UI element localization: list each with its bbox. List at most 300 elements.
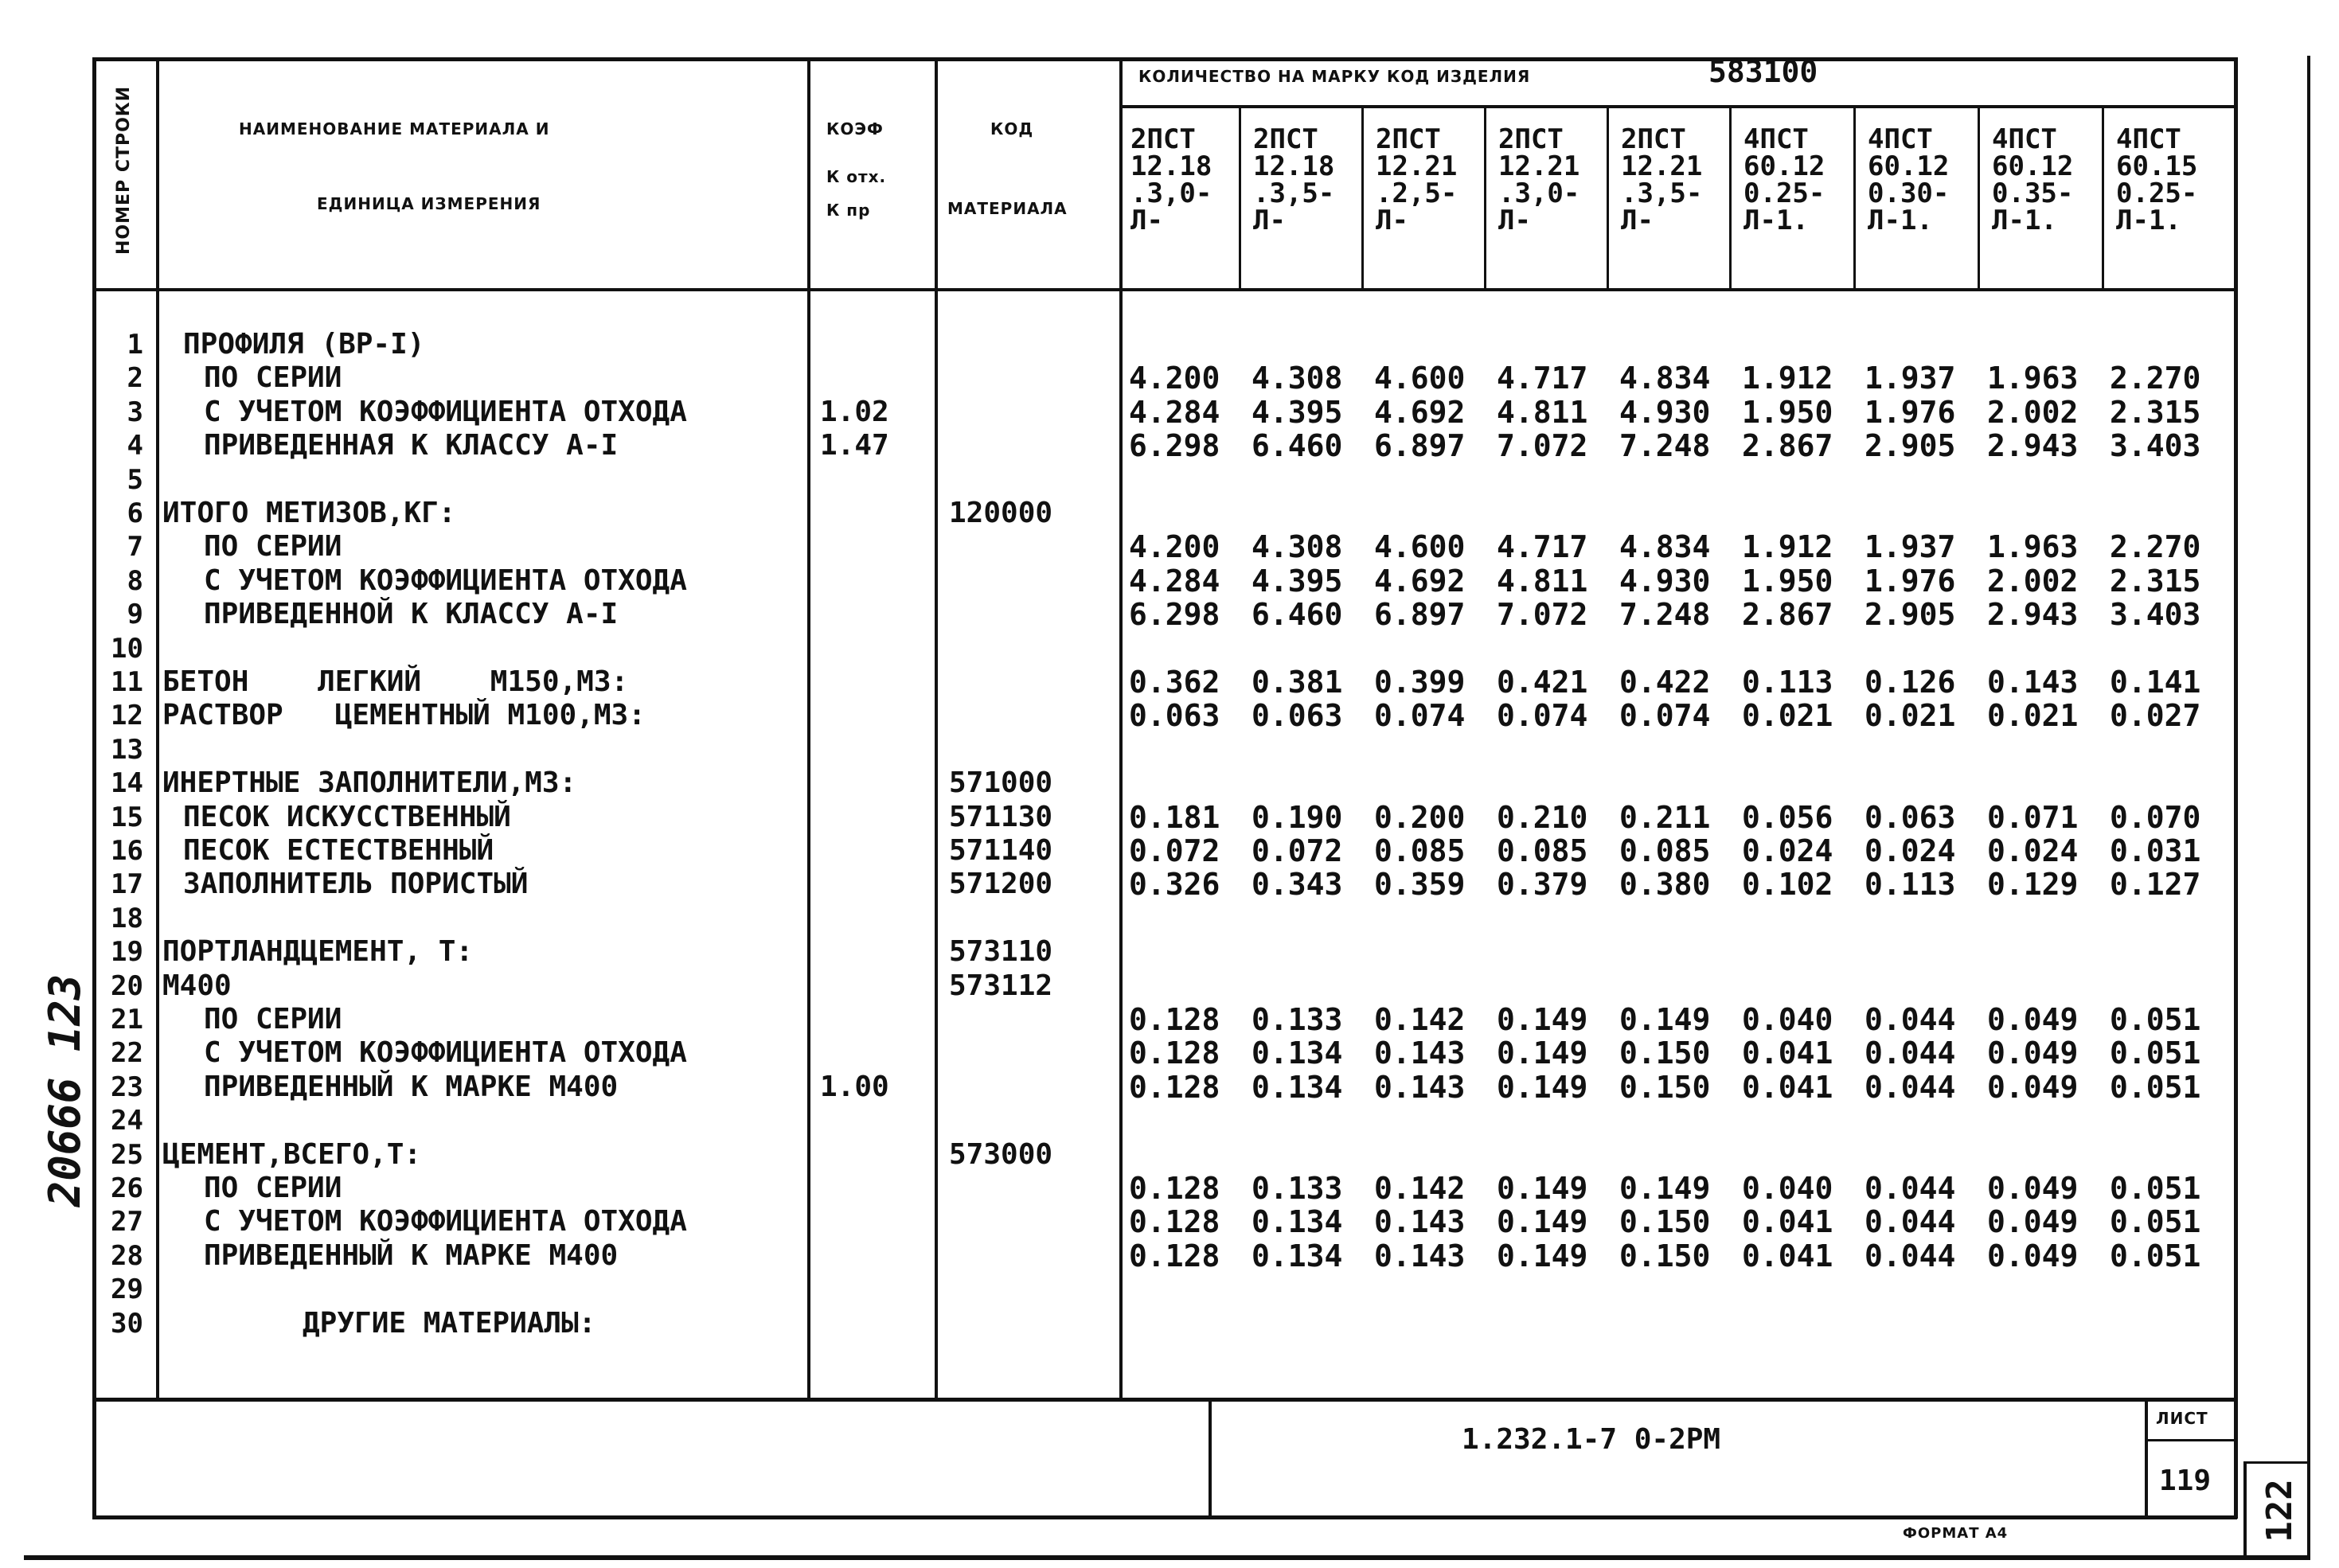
row-material-code: 571140 bbox=[949, 834, 1053, 867]
mark-header-9 bbox=[2116, 123, 2198, 236]
row-values bbox=[1129, 530, 2232, 564]
value-cell: 1.912 bbox=[1742, 529, 1833, 565]
value-cell: 0.190 bbox=[1252, 799, 1343, 835]
value-cell: 1.937 bbox=[1865, 529, 1956, 565]
row-number: 12 bbox=[111, 700, 143, 732]
row-description: ПО СЕРИИ bbox=[204, 361, 342, 395]
mark-header-3 bbox=[1376, 123, 1458, 236]
name-header-line2: ЕДИНИЦА ИЗМЕРЕНИЯ bbox=[317, 194, 541, 213]
value-cell: 0.044 bbox=[1865, 1204, 1956, 1240]
value-cell: 0.149 bbox=[1497, 1171, 1588, 1206]
mark-sep-7 bbox=[1978, 105, 1980, 290]
value-cell: 0.063 bbox=[1252, 698, 1343, 734]
value-cell: 0.044 bbox=[1865, 1171, 1956, 1206]
page-number: 122 bbox=[2259, 1479, 2300, 1543]
value-cell: 2.905 bbox=[1865, 428, 1956, 464]
value-cell: 0.072 bbox=[1129, 833, 1220, 868]
sheet-box-mid bbox=[2145, 1439, 2236, 1441]
mark-header-line: Л- bbox=[1498, 205, 1531, 236]
value-cell: 0.134 bbox=[1252, 1238, 1343, 1274]
value-cell: 0.024 bbox=[1865, 833, 1956, 868]
col-line-4 bbox=[1119, 57, 1123, 1399]
row-number: 23 bbox=[111, 1071, 143, 1103]
mark-sep-6 bbox=[1853, 105, 1856, 290]
row-number: 24 bbox=[111, 1105, 143, 1137]
coef-header-line2: К отх. bbox=[826, 167, 887, 186]
row-description: РАСТВОР ЦЕМЕНТНЫЙ М100,М3: bbox=[162, 699, 646, 732]
mark-header-line: 12.18 bbox=[1130, 150, 1212, 182]
row-description: ПЕСОК ЕСТЕСТВЕННЫЙ bbox=[183, 834, 494, 867]
mark-header-line: .3,0- bbox=[1498, 177, 1580, 209]
value-cell: 0.128 bbox=[1129, 1002, 1220, 1037]
col-line-2 bbox=[807, 57, 810, 1399]
value-cell: 0.113 bbox=[1742, 665, 1833, 700]
value-cell: 0.027 bbox=[2110, 698, 2201, 734]
row-number: 18 bbox=[111, 902, 143, 934]
row-number: 4 bbox=[127, 430, 143, 462]
mark-header-line: 60.12 bbox=[1744, 150, 1826, 182]
value-cell: 4.284 bbox=[1129, 394, 1220, 430]
value-cell: 0.128 bbox=[1129, 1238, 1220, 1274]
row-description: ПО СЕРИИ bbox=[204, 1172, 342, 1204]
mark-header-line: Л- bbox=[1621, 205, 1654, 236]
value-cell: 4.308 bbox=[1252, 529, 1343, 565]
mark-header-line: 2ПСТ bbox=[1253, 123, 1318, 155]
value-cell: 0.074 bbox=[1497, 698, 1588, 734]
value-cell: 0.051 bbox=[2110, 1002, 2201, 1037]
document-code: 1.232.1-7 0-2РМ bbox=[1462, 1423, 1721, 1456]
value-cell: 0.049 bbox=[1987, 1238, 2079, 1274]
mark-header-7 bbox=[1868, 123, 1950, 236]
value-cell: 2.270 bbox=[2110, 529, 2201, 565]
row-material-code: 120000 bbox=[949, 497, 1053, 529]
mark-header-line: 12.21 bbox=[1498, 150, 1580, 182]
value-cell: 0.041 bbox=[1742, 1036, 1833, 1071]
row-number: 3 bbox=[127, 396, 143, 428]
value-cell: 0.041 bbox=[1742, 1238, 1833, 1274]
row-number: 8 bbox=[127, 564, 143, 597]
row-description: ИНЕРТНЫЕ ЗАПОЛНИТЕЛИ,М3: bbox=[162, 766, 577, 800]
mark-header-line: 2ПСТ bbox=[1621, 123, 1686, 155]
value-cell: 4.600 bbox=[1374, 529, 1466, 565]
row-values bbox=[1129, 1003, 2232, 1036]
row-number: 26 bbox=[111, 1172, 143, 1204]
value-cell: 0.134 bbox=[1252, 1069, 1343, 1105]
row-number: 13 bbox=[111, 733, 143, 766]
value-cell: 0.399 bbox=[1374, 665, 1466, 700]
value-cell: 1.976 bbox=[1865, 563, 1956, 599]
value-cell: 0.149 bbox=[1497, 1069, 1588, 1105]
stamp-divider bbox=[1209, 1399, 1212, 1517]
product-code: 583100 bbox=[1708, 54, 1818, 89]
row-description: С УЧЕТОМ КОЭФФИЦИЕНТА ОТХОДА bbox=[204, 1036, 687, 1070]
row-description: БЕТОН ЛЕГКИЙ М150,М3: bbox=[162, 665, 629, 698]
value-cell: 0.021 bbox=[1865, 698, 1956, 734]
value-cell: 0.072 bbox=[1252, 833, 1343, 868]
value-cell: 0.143 bbox=[1374, 1069, 1466, 1105]
table-bottom-line bbox=[94, 1398, 2236, 1402]
value-cell: 0.143 bbox=[1987, 665, 2079, 700]
value-cell: 0.051 bbox=[2110, 1204, 2201, 1240]
value-cell: 1.950 bbox=[1742, 394, 1833, 430]
mark-header-4 bbox=[1498, 123, 1580, 236]
value-cell: 4.692 bbox=[1374, 563, 1466, 599]
row-description: С УЧЕТОМ КОЭФФИЦИЕНТА ОТХОДА bbox=[204, 395, 687, 428]
row-description: ИТОГО МЕТИЗОВ,КГ: bbox=[162, 497, 456, 529]
frame-top bbox=[94, 57, 2236, 61]
mark-header-line: 12.21 bbox=[1621, 150, 1703, 182]
row-description: ПЕСОК ИСКУССТВЕННЫЙ bbox=[183, 800, 511, 833]
value-cell: 7.248 bbox=[1619, 597, 1711, 633]
value-cell: 0.128 bbox=[1129, 1036, 1220, 1071]
value-cell: 0.359 bbox=[1374, 867, 1466, 903]
mark-sep-1 bbox=[1239, 105, 1241, 290]
value-cell: 0.051 bbox=[2110, 1036, 2201, 1071]
value-cell: 0.141 bbox=[2110, 665, 2201, 700]
value-cell: 4.811 bbox=[1497, 563, 1588, 599]
frame-right bbox=[2234, 57, 2238, 1519]
row-number: 16 bbox=[111, 835, 143, 867]
row-description: ПРИВЕДЕННАЯ К КЛАССУ А-I bbox=[204, 429, 619, 462]
row-material-code: 571200 bbox=[949, 868, 1053, 901]
value-cell: 0.024 bbox=[1742, 833, 1833, 868]
value-cell: 0.049 bbox=[1987, 1069, 2079, 1105]
mark-header-line: .2,5- bbox=[1376, 177, 1458, 209]
row-values bbox=[1129, 801, 2232, 834]
value-cell: 4.600 bbox=[1374, 361, 1466, 396]
row-material-code: 573110 bbox=[949, 935, 1053, 969]
row-description: ПОРТЛАНДЦЕМЕНТ, Т: bbox=[162, 935, 474, 969]
value-cell: 0.379 bbox=[1497, 867, 1588, 903]
mark-header-line: 60.12 bbox=[1868, 150, 1950, 182]
row-description: ПРИВЕДЕННОЙ К КЛАССУ А-I bbox=[204, 598, 619, 631]
row-number-header: НОМЕР СТРОКИ bbox=[114, 85, 134, 255]
coef-header-line3: К пр bbox=[826, 201, 871, 220]
marks-top-line bbox=[1119, 105, 2236, 108]
value-cell: 0.074 bbox=[1619, 698, 1711, 734]
coef-header-line1: КОЭФ bbox=[826, 119, 884, 138]
value-cell: 0.049 bbox=[1987, 1036, 2079, 1071]
value-cell: 0.181 bbox=[1129, 799, 1220, 835]
value-cell: 0.074 bbox=[1374, 698, 1466, 734]
row-description: ПРИВЕДЕННЫЙ К МАРКЕ М400 bbox=[204, 1238, 619, 1272]
value-cell: 0.051 bbox=[2110, 1238, 2201, 1274]
row-material-code: 573112 bbox=[949, 969, 1053, 1002]
value-cell: 4.717 bbox=[1497, 529, 1588, 565]
mark-header-line: .3,0- bbox=[1130, 177, 1212, 209]
value-cell: 0.149 bbox=[1619, 1171, 1711, 1206]
mark-sep-3 bbox=[1484, 105, 1486, 290]
row-number: 15 bbox=[111, 801, 143, 833]
value-cell: 0.142 bbox=[1374, 1002, 1466, 1037]
mark-header-line: 2ПСТ bbox=[1498, 123, 1564, 155]
row-values bbox=[1129, 699, 2232, 732]
mark-header-line: 60.15 bbox=[2116, 150, 2198, 182]
mark-header-line: 2ПСТ bbox=[1376, 123, 1441, 155]
value-cell: 0.044 bbox=[1865, 1069, 1956, 1105]
value-cell: 0.021 bbox=[1987, 698, 2079, 734]
mark-header-1 bbox=[1130, 123, 1212, 236]
row-description: ЦЕМЕНТ,ВСЕГО,Т: bbox=[162, 1137, 422, 1171]
value-cell: 6.298 bbox=[1129, 428, 1220, 464]
row-values bbox=[1129, 429, 2232, 462]
value-cell: 2.002 bbox=[1987, 563, 2079, 599]
value-cell: 4.834 bbox=[1619, 361, 1711, 396]
value-cell: 0.149 bbox=[1497, 1002, 1588, 1037]
value-cell: 0.085 bbox=[1374, 833, 1466, 868]
side-inventory-number: 20666 123 bbox=[40, 973, 90, 1207]
value-cell: 7.072 bbox=[1497, 597, 1588, 633]
sheet-number: 119 bbox=[2159, 1465, 2212, 1497]
col-line-1 bbox=[156, 57, 159, 1399]
row-coefficient: 1.00 bbox=[820, 1070, 889, 1103]
sheet-box-left bbox=[2145, 1399, 2148, 1517]
row-values bbox=[1129, 361, 2232, 395]
row-description: ПО СЕРИИ bbox=[204, 1003, 342, 1036]
value-cell: 0.040 bbox=[1742, 1171, 1833, 1206]
value-cell: 4.930 bbox=[1619, 394, 1711, 430]
mark-header-line: 4ПСТ bbox=[1744, 123, 1809, 155]
row-values bbox=[1129, 1172, 2232, 1205]
mark-header-line: Л- bbox=[1253, 205, 1286, 236]
value-cell: 4.834 bbox=[1619, 529, 1711, 565]
row-number: 25 bbox=[111, 1138, 143, 1171]
mark-header-6 bbox=[1744, 123, 1826, 236]
mark-header-2 bbox=[1253, 123, 1335, 236]
row-number: 29 bbox=[111, 1274, 143, 1306]
frame-bottom bbox=[92, 1515, 2237, 1519]
row-number: 30 bbox=[111, 1307, 143, 1340]
mark-header-line: Л- bbox=[1130, 205, 1163, 236]
value-cell: 0.133 bbox=[1252, 1002, 1343, 1037]
value-cell: 0.041 bbox=[1742, 1204, 1833, 1240]
value-cell: 0.362 bbox=[1129, 665, 1220, 700]
value-cell: 0.056 bbox=[1742, 799, 1833, 835]
format-label: ФОРМАТ А4 bbox=[1903, 1525, 2009, 1542]
row-description: С УЧЕТОМ КОЭФФИЦИЕНТА ОТХОДА bbox=[204, 564, 687, 597]
value-cell: 0.051 bbox=[2110, 1171, 2201, 1206]
value-cell: 0.128 bbox=[1129, 1171, 1220, 1206]
value-cell: 0.134 bbox=[1252, 1204, 1343, 1240]
value-cell: 0.071 bbox=[1987, 799, 2079, 835]
row-description: С УЧЕТОМ КОЭФФИЦИЕНТА ОТХОДА bbox=[204, 1205, 687, 1238]
value-cell: 1.950 bbox=[1742, 563, 1833, 599]
mark-sep-5 bbox=[1729, 105, 1732, 290]
value-cell: 0.142 bbox=[1374, 1171, 1466, 1206]
value-cell: 0.422 bbox=[1619, 665, 1711, 700]
row-values bbox=[1129, 665, 2232, 699]
sheet-label: ЛИСТ bbox=[2156, 1409, 2208, 1428]
row-values bbox=[1129, 396, 2232, 429]
mark-header-line: .3,5- bbox=[1621, 177, 1703, 209]
value-cell: 2.943 bbox=[1987, 597, 2079, 633]
row-description: ПО СЕРИИ bbox=[204, 530, 342, 564]
row-coefficient: 1.02 bbox=[820, 395, 889, 428]
value-cell: 0.421 bbox=[1497, 665, 1588, 700]
value-cell: 6.897 bbox=[1374, 597, 1466, 633]
row-values bbox=[1129, 1205, 2232, 1238]
mark-header-line: 12.18 bbox=[1253, 150, 1335, 182]
row-description: М400 bbox=[162, 969, 232, 1002]
value-cell: 2.943 bbox=[1987, 428, 2079, 464]
right-margin-line bbox=[2307, 56, 2310, 1560]
value-cell: 0.044 bbox=[1865, 1036, 1956, 1071]
quantity-header: КОЛИЧЕСТВО НА МАРКУ КОД ИЗДЕЛИЯ bbox=[1138, 67, 1531, 86]
value-cell: 0.128 bbox=[1129, 1204, 1220, 1240]
mark-header-8 bbox=[1992, 123, 2074, 236]
row-number: 21 bbox=[111, 1004, 143, 1036]
value-cell: 2.315 bbox=[2110, 563, 2201, 599]
mark-header-line: 4ПСТ bbox=[1868, 123, 1933, 155]
value-cell: 2.867 bbox=[1742, 597, 1833, 633]
value-cell: 0.200 bbox=[1374, 799, 1466, 835]
value-cell: 0.063 bbox=[1865, 799, 1956, 835]
value-cell: 0.113 bbox=[1865, 867, 1956, 903]
value-cell: 4.395 bbox=[1252, 563, 1343, 599]
row-values bbox=[1129, 1239, 2232, 1273]
value-cell: 0.049 bbox=[1987, 1002, 2079, 1037]
row-values bbox=[1129, 868, 2232, 901]
mark-header-line: 0.25- bbox=[1744, 177, 1826, 209]
mark-header-line: 4ПСТ bbox=[1992, 123, 2057, 155]
value-cell: 0.149 bbox=[1497, 1238, 1588, 1274]
row-values bbox=[1129, 598, 2232, 631]
value-cell: 0.143 bbox=[1374, 1238, 1466, 1274]
value-cell: 4.308 bbox=[1252, 361, 1343, 396]
value-cell: 4.692 bbox=[1374, 394, 1466, 430]
value-cell: 0.143 bbox=[1374, 1036, 1466, 1071]
value-cell: 2.867 bbox=[1742, 428, 1833, 464]
col-line-3 bbox=[935, 57, 938, 1399]
value-cell: 4.930 bbox=[1619, 563, 1711, 599]
row-number: 7 bbox=[127, 531, 143, 564]
value-cell: 1.976 bbox=[1865, 394, 1956, 430]
value-cell: 6.460 bbox=[1252, 597, 1343, 633]
value-cell: 1.963 bbox=[1987, 529, 2079, 565]
row-description: ПРИВЕДЕННЫЙ К МАРКЕ М400 bbox=[204, 1070, 619, 1103]
value-cell: 4.200 bbox=[1129, 361, 1220, 396]
mark-header-line: .3,5- bbox=[1253, 177, 1335, 209]
row-number: 27 bbox=[111, 1206, 143, 1238]
mark-header-5 bbox=[1621, 123, 1703, 236]
row-description: ПРОФИЛЯ (ВР-I) bbox=[183, 328, 425, 361]
value-cell: 0.021 bbox=[1742, 698, 1833, 734]
mark-sep-8 bbox=[2102, 105, 2104, 290]
mark-header-line: Л-1. bbox=[1868, 205, 1933, 236]
value-cell: 1.937 bbox=[1865, 361, 1956, 396]
value-cell: 0.150 bbox=[1619, 1036, 1711, 1071]
value-cell: 2.270 bbox=[2110, 361, 2201, 396]
value-cell: 7.248 bbox=[1619, 428, 1711, 464]
row-number: 17 bbox=[111, 868, 143, 901]
value-cell: 0.126 bbox=[1865, 665, 1956, 700]
value-cell: 0.343 bbox=[1252, 867, 1343, 903]
row-number: 5 bbox=[127, 463, 143, 496]
mark-header-line: Л- bbox=[1376, 205, 1408, 236]
value-cell: 0.149 bbox=[1497, 1036, 1588, 1071]
row-number: 28 bbox=[111, 1239, 143, 1272]
value-cell: 6.897 bbox=[1374, 428, 1466, 464]
row-material-code: 571000 bbox=[949, 766, 1053, 800]
value-cell: 0.051 bbox=[2110, 1069, 2201, 1105]
value-cell: 4.395 bbox=[1252, 394, 1343, 430]
row-values bbox=[1129, 1036, 2232, 1070]
value-cell: 2.315 bbox=[2110, 394, 2201, 430]
value-cell: 0.070 bbox=[2110, 799, 2201, 835]
mark-sep-4 bbox=[1607, 105, 1609, 290]
value-cell: 0.326 bbox=[1129, 867, 1220, 903]
value-cell: 0.381 bbox=[1252, 665, 1343, 700]
value-cell: 4.717 bbox=[1497, 361, 1588, 396]
value-cell: 0.134 bbox=[1252, 1036, 1343, 1071]
mark-header-line: Л-1. bbox=[1992, 205, 2057, 236]
value-cell: 0.149 bbox=[1497, 1204, 1588, 1240]
mark-header-line: Л-1. bbox=[2116, 205, 2181, 236]
row-description: ЗАПОЛНИТЕЛЬ ПОРИСТЫЙ bbox=[183, 868, 529, 901]
row-number: 6 bbox=[127, 497, 143, 529]
code-header-line1: КОД bbox=[990, 119, 1034, 138]
row-material-code: 573000 bbox=[949, 1137, 1053, 1171]
value-cell: 3.403 bbox=[2110, 428, 2201, 464]
mark-header-line: 2ПСТ bbox=[1130, 123, 1196, 155]
value-cell: 6.298 bbox=[1129, 597, 1220, 633]
value-cell: 0.150 bbox=[1619, 1204, 1711, 1240]
value-cell: 0.085 bbox=[1619, 833, 1711, 868]
mark-header-line: Л-1. bbox=[1744, 205, 1809, 236]
row-number: 14 bbox=[111, 767, 143, 800]
value-cell: 0.128 bbox=[1129, 1069, 1220, 1105]
row-description: ДРУГИЕ МАТЕРИАЛЫ: bbox=[303, 1306, 596, 1340]
value-cell: 2.905 bbox=[1865, 597, 1956, 633]
value-cell: 0.133 bbox=[1252, 1171, 1343, 1206]
value-cell: 4.284 bbox=[1129, 563, 1220, 599]
mark-header-line: 60.12 bbox=[1992, 150, 2074, 182]
page-number-box-left bbox=[2243, 1461, 2247, 1557]
value-cell: 0.150 bbox=[1619, 1069, 1711, 1105]
value-cell: 6.460 bbox=[1252, 428, 1343, 464]
value-cell: 2.002 bbox=[1987, 394, 2079, 430]
row-values bbox=[1129, 564, 2232, 598]
value-cell: 1.963 bbox=[1987, 361, 2079, 396]
value-cell: 0.044 bbox=[1865, 1002, 1956, 1037]
value-cell: 0.044 bbox=[1865, 1238, 1956, 1274]
value-cell: 3.403 bbox=[2110, 597, 2201, 633]
row-coefficient: 1.47 bbox=[820, 429, 889, 462]
value-cell: 0.085 bbox=[1497, 833, 1588, 868]
value-cell: 0.211 bbox=[1619, 799, 1711, 835]
value-cell: 4.200 bbox=[1129, 529, 1220, 565]
row-values bbox=[1129, 834, 2232, 868]
value-cell: 0.143 bbox=[1374, 1204, 1466, 1240]
row-number: 20 bbox=[111, 969, 143, 1002]
value-cell: 0.041 bbox=[1742, 1069, 1833, 1105]
value-cell: 0.049 bbox=[1987, 1171, 2079, 1206]
row-number: 11 bbox=[111, 666, 143, 698]
value-cell: 0.040 bbox=[1742, 1002, 1833, 1037]
row-number: 19 bbox=[111, 936, 143, 969]
row-number: 9 bbox=[127, 599, 143, 631]
mark-header-line: 0.30- bbox=[1868, 177, 1950, 209]
row-number: 1 bbox=[127, 329, 143, 361]
code-header-line2: МАТЕРИАЛА bbox=[947, 199, 1068, 218]
row-material-code: 571130 bbox=[949, 800, 1053, 833]
row-number: 2 bbox=[127, 362, 143, 395]
header-bottom-line bbox=[94, 288, 2236, 291]
mark-header-line: 12.21 bbox=[1376, 150, 1458, 182]
row-number: 22 bbox=[111, 1037, 143, 1070]
value-cell: 0.150 bbox=[1619, 1238, 1711, 1274]
value-cell: 0.102 bbox=[1742, 867, 1833, 903]
